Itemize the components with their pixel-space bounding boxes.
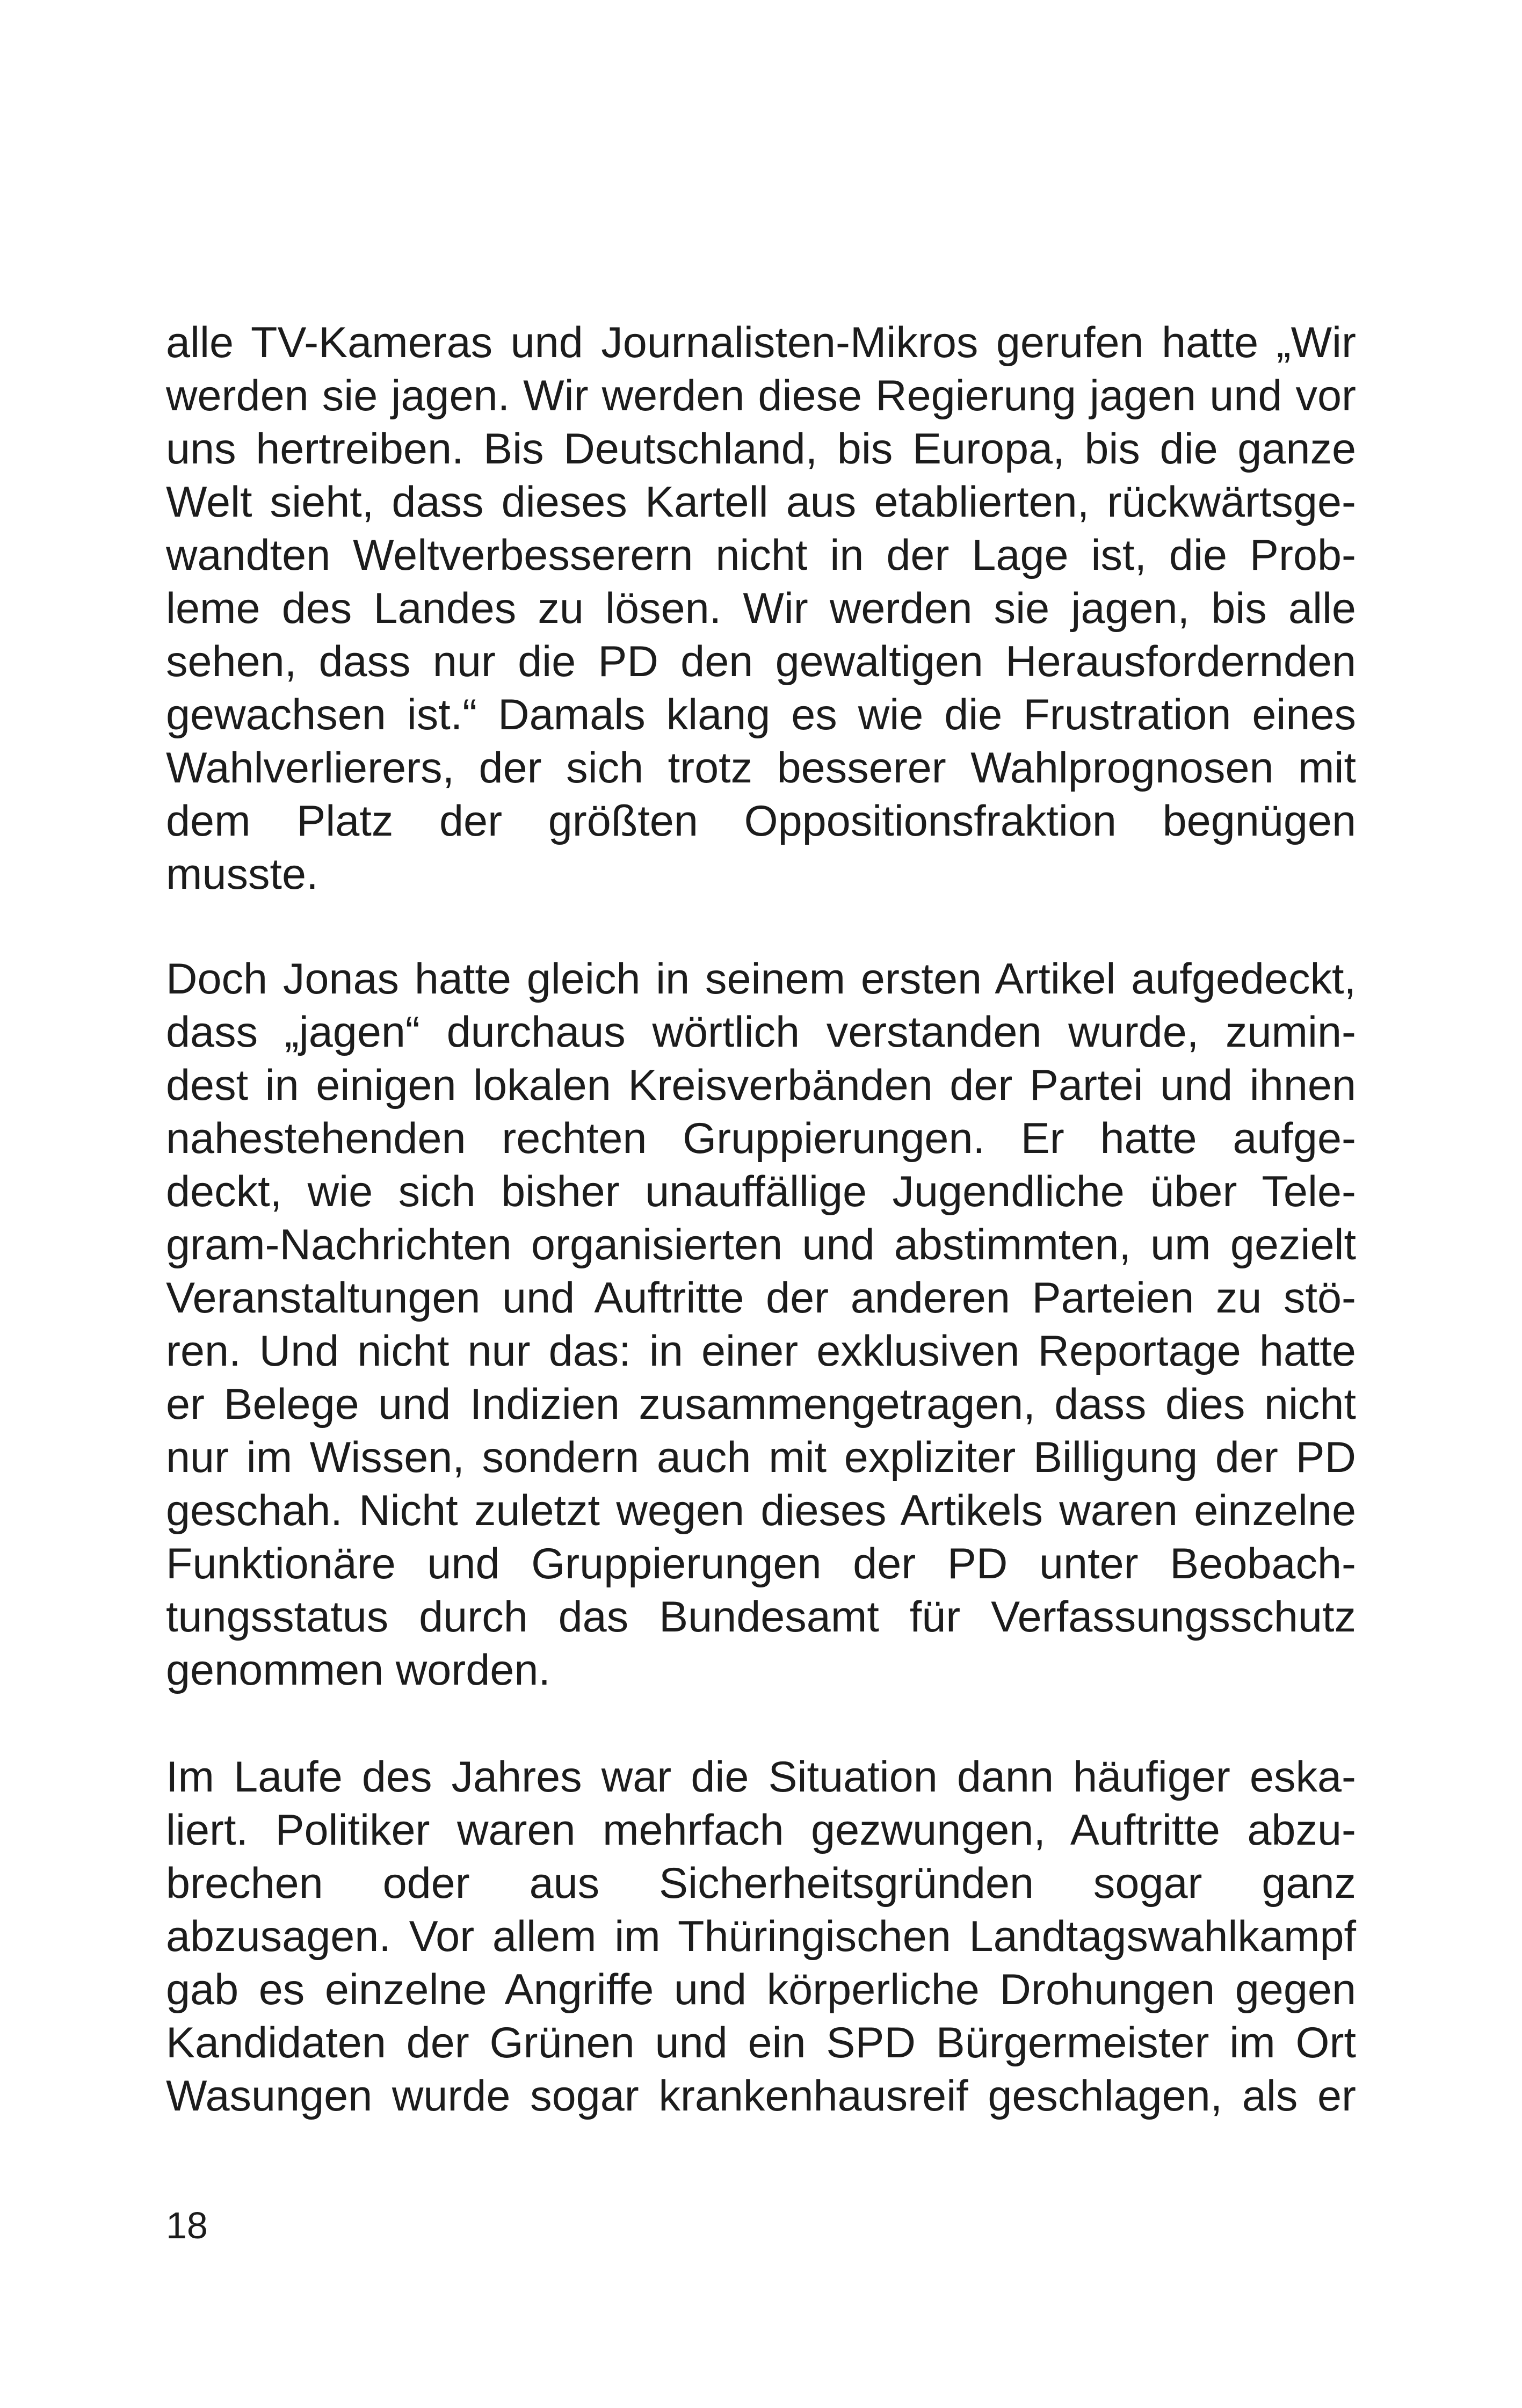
text-line: liert. Politiker waren mehrfach gezwungen, Auftritte abzu- (166, 1806, 1356, 1854)
text-line: gram-Nachrichten organisierten und abstimmten, um gezielt (166, 1221, 1356, 1269)
text-line: Wahlverlierers, der sich trotz besserer Wahlprognosen mit (166, 744, 1356, 792)
text-line: sehen, dass nur die PD den gewaltigen Herausfordernden (166, 637, 1356, 686)
text-line: abzusagen. Vor allem im Thüringischen Landtagswahlkampf (166, 1912, 1356, 1961)
text-line: wandten Weltverbesserern nicht in der Lage ist, die Prob- (166, 531, 1356, 579)
text-line: gewachsen ist.“ Damals klang es wie die Frustration eines (166, 691, 1356, 739)
text-line: uns hertreiben. Bis Deutschland, bis Europa, bis die ganze (166, 425, 1356, 473)
text-line: deckt, wie sich bisher unauffällige Jugendliche über Tele- (166, 1167, 1356, 1216)
text-line: Funktionäre und Gruppierungen der PD unter Beobach- (166, 1540, 1356, 1588)
text-line: Welt sieht, dass dieses Kartell aus etablierten, rückwärtsge- (166, 478, 1356, 526)
text-line: brechen oder aus Sicherheitsgründen sogar ganz (166, 1859, 1356, 1907)
paragraph-1 (166, 316, 1356, 901)
text-line: werden sie jagen. Wir werden diese Regierung jagen und vor (166, 372, 1356, 420)
text-line: genommen worden. (166, 1646, 550, 1694)
text-line: Wasungen wurde sogar krankenhausreif geschlagen, als er (166, 2072, 1356, 2120)
text-line: Im Laufe des Jahres war die Situation dann häufiger eska- (166, 1753, 1356, 1801)
text-line: nahestehenden rechten Gruppierungen. Er hatte aufge- (166, 1114, 1356, 1163)
text-line: Veranstaltungen und Auftritte der anderen Parteien zu stö- (166, 1274, 1356, 1322)
text-line: alle TV-Kameras und Journalisten-Mikros gerufen hatte „Wir (166, 318, 1356, 367)
paragraph-3 (166, 1751, 1356, 2123)
text-line: er Belege und Indizien zusammengetragen, dass dies nicht (166, 1380, 1356, 1428)
text-line: dest in einigen lokalen Kreisverbänden der Partei und ihnen (166, 1061, 1356, 1109)
text-line: dass „jagen“ durchaus wörtlich verstanden wurde, zumin- (166, 1008, 1356, 1056)
text-line: musste. (166, 850, 318, 898)
text-line: geschah. Nicht zuletzt wegen dieses Artikels waren einzelne (166, 1486, 1356, 1535)
text-line: nur im Wissen, sondern auch mit expliziter Billigung der PD (166, 1433, 1356, 1482)
text-line: gab es einzelne Angriffe und körperliche Drohungen gegen (166, 1965, 1356, 2014)
page-number: 18 (166, 2204, 208, 2246)
text-line: dem Platz der größten Oppositionsfraktion begnügen (166, 797, 1356, 845)
text-line: tungsstatus durch das Bundesamt für Verfassungsschutz (166, 1593, 1356, 1641)
text-line: Doch Jonas hatte gleich in seinem ersten Artikel aufgedeckt, (166, 955, 1356, 1003)
text-line: Kandidaten der Grünen und ein SPD Bürgermeister im Ort (166, 2019, 1356, 2067)
paragraph-2 (166, 953, 1356, 1697)
text-line: ren. Und nicht nur das: in einer exklusiven Reportage hatte (166, 1327, 1356, 1375)
text-line: leme des Landes zu lösen. Wir werden sie jagen, bis alle (166, 584, 1356, 633)
